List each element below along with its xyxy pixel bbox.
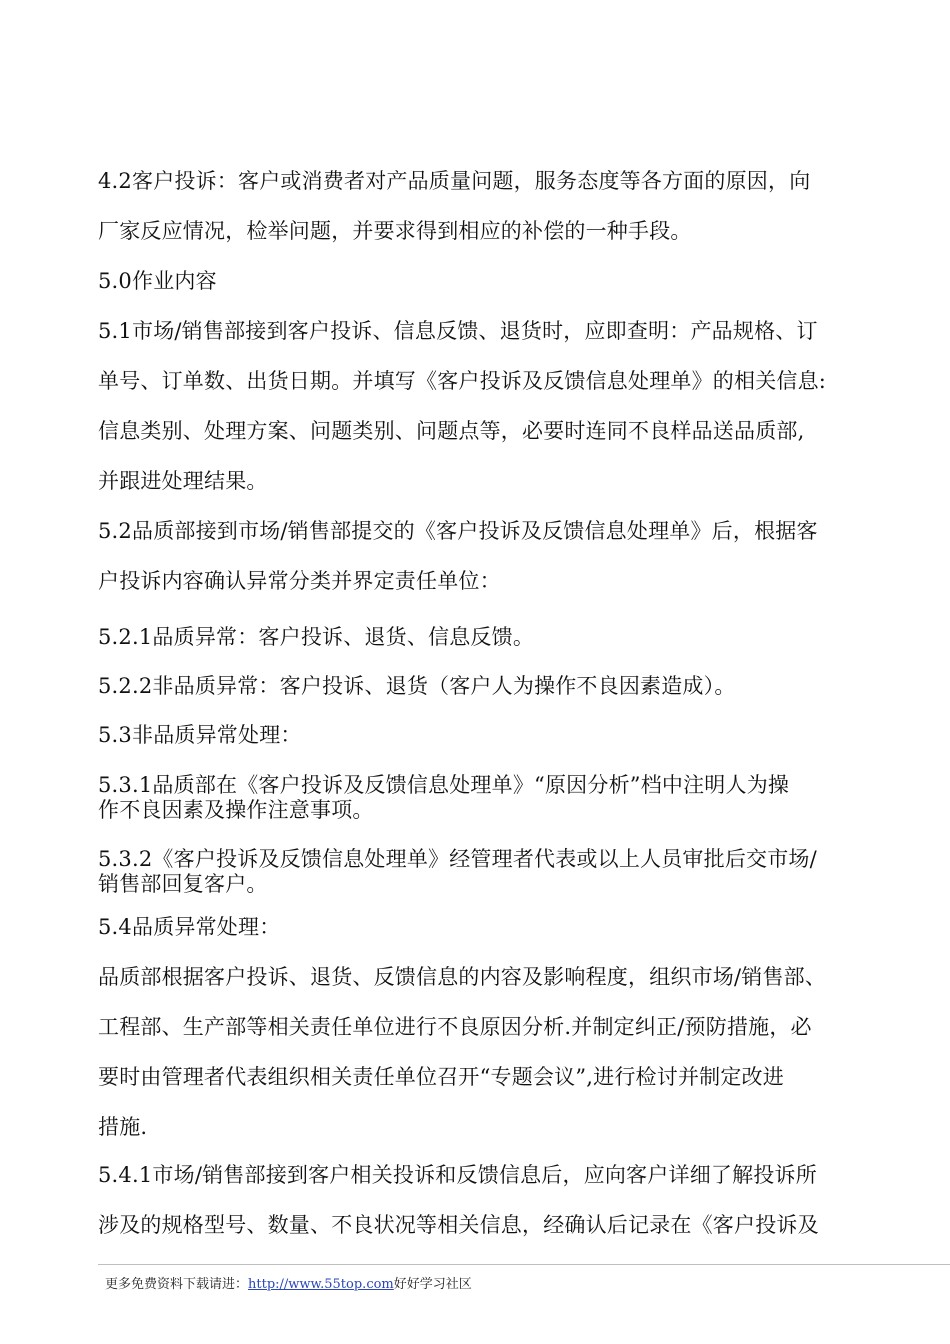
text-line: 厂家反应情况，检举问题，并要求得到相应的补偿的一种手段。 bbox=[98, 219, 692, 243]
text-line: 户投诉内容确认异常分类并界定责任单位： bbox=[98, 569, 501, 593]
footer-link[interactable]: http://www.55top.com bbox=[248, 1277, 394, 1292]
section-heading: 5.4品质异常处理： bbox=[98, 915, 281, 939]
text-line: 5.2.1品质异常：客户投诉、退货、信息反馈。 bbox=[98, 625, 535, 649]
text-line: 措施. bbox=[98, 1115, 148, 1139]
text-line: 5.3.2《客户投诉及反馈信息处理单》经管理者代表或以上人员审批后交市场/ bbox=[98, 847, 817, 871]
footer-prefix: 更多免费资料下载请进： bbox=[105, 1277, 249, 1292]
text-line: 5.4.1市场/销售部接到客户相关投诉和反馈信息后，应向客户详细了解投诉所 bbox=[98, 1163, 817, 1187]
text-line: 5.1市场/销售部接到客户投诉、信息反馈、退货时，应即查明：产品规格、订 bbox=[98, 319, 818, 343]
text-line: 单号、订单数、出货日期。并填写《客户投诉及反馈信息处理单》的相关信息: bbox=[98, 369, 827, 393]
text-line: 要时由管理者代表组织相关责任单位召开“专题会议”,进行检讨并制定改进 bbox=[98, 1065, 784, 1089]
text-line: 作不良因素及操作注意事项。 bbox=[98, 798, 374, 822]
footer bbox=[105, 1276, 472, 1294]
section-heading: 5.0作业内容 bbox=[98, 269, 217, 293]
text-line: 销售部回复客户。 bbox=[98, 872, 268, 896]
text-line: 工程部、生产部等相关责任单位进行不良原因分析.并制定纠正/预防措施，必 bbox=[98, 1015, 812, 1039]
text-line: 5.2.2非品质异常：客户投诉、退货（客户人为操作不良因素造成）。 bbox=[98, 674, 736, 698]
footer-divider bbox=[98, 1264, 950, 1265]
text-line: 涉及的规格型号、数量、不良状况等相关信息，经确认后记录在《客户投诉及 bbox=[98, 1213, 819, 1237]
text-line: 5.2品质部接到市场/销售部提交的《客户投诉及反馈信息处理单》后，根据客 bbox=[98, 519, 818, 543]
text-line: 品质部根据客户投诉、退货、反馈信息的内容及影响程度，组织市场/销售部、 bbox=[98, 965, 827, 989]
text-line: 5.3.1品质部在《客户投诉及反馈信息处理单》“原因分析”档中注明人为操 bbox=[98, 773, 790, 797]
text-line: 4.2客户投诉：客户或消费者对产品质量问题，服务态度等各方面的原因，向 bbox=[98, 169, 811, 193]
text-line: 并跟进处理结果。 bbox=[98, 469, 268, 493]
section-heading: 5.3非品质异常处理： bbox=[98, 723, 302, 747]
footer-suffix: 好好学习社区 bbox=[393, 1277, 472, 1292]
text-line: 信息类别、处理方案、问题类别、问题点等，必要时连同不良样品送品质部, bbox=[98, 419, 805, 443]
